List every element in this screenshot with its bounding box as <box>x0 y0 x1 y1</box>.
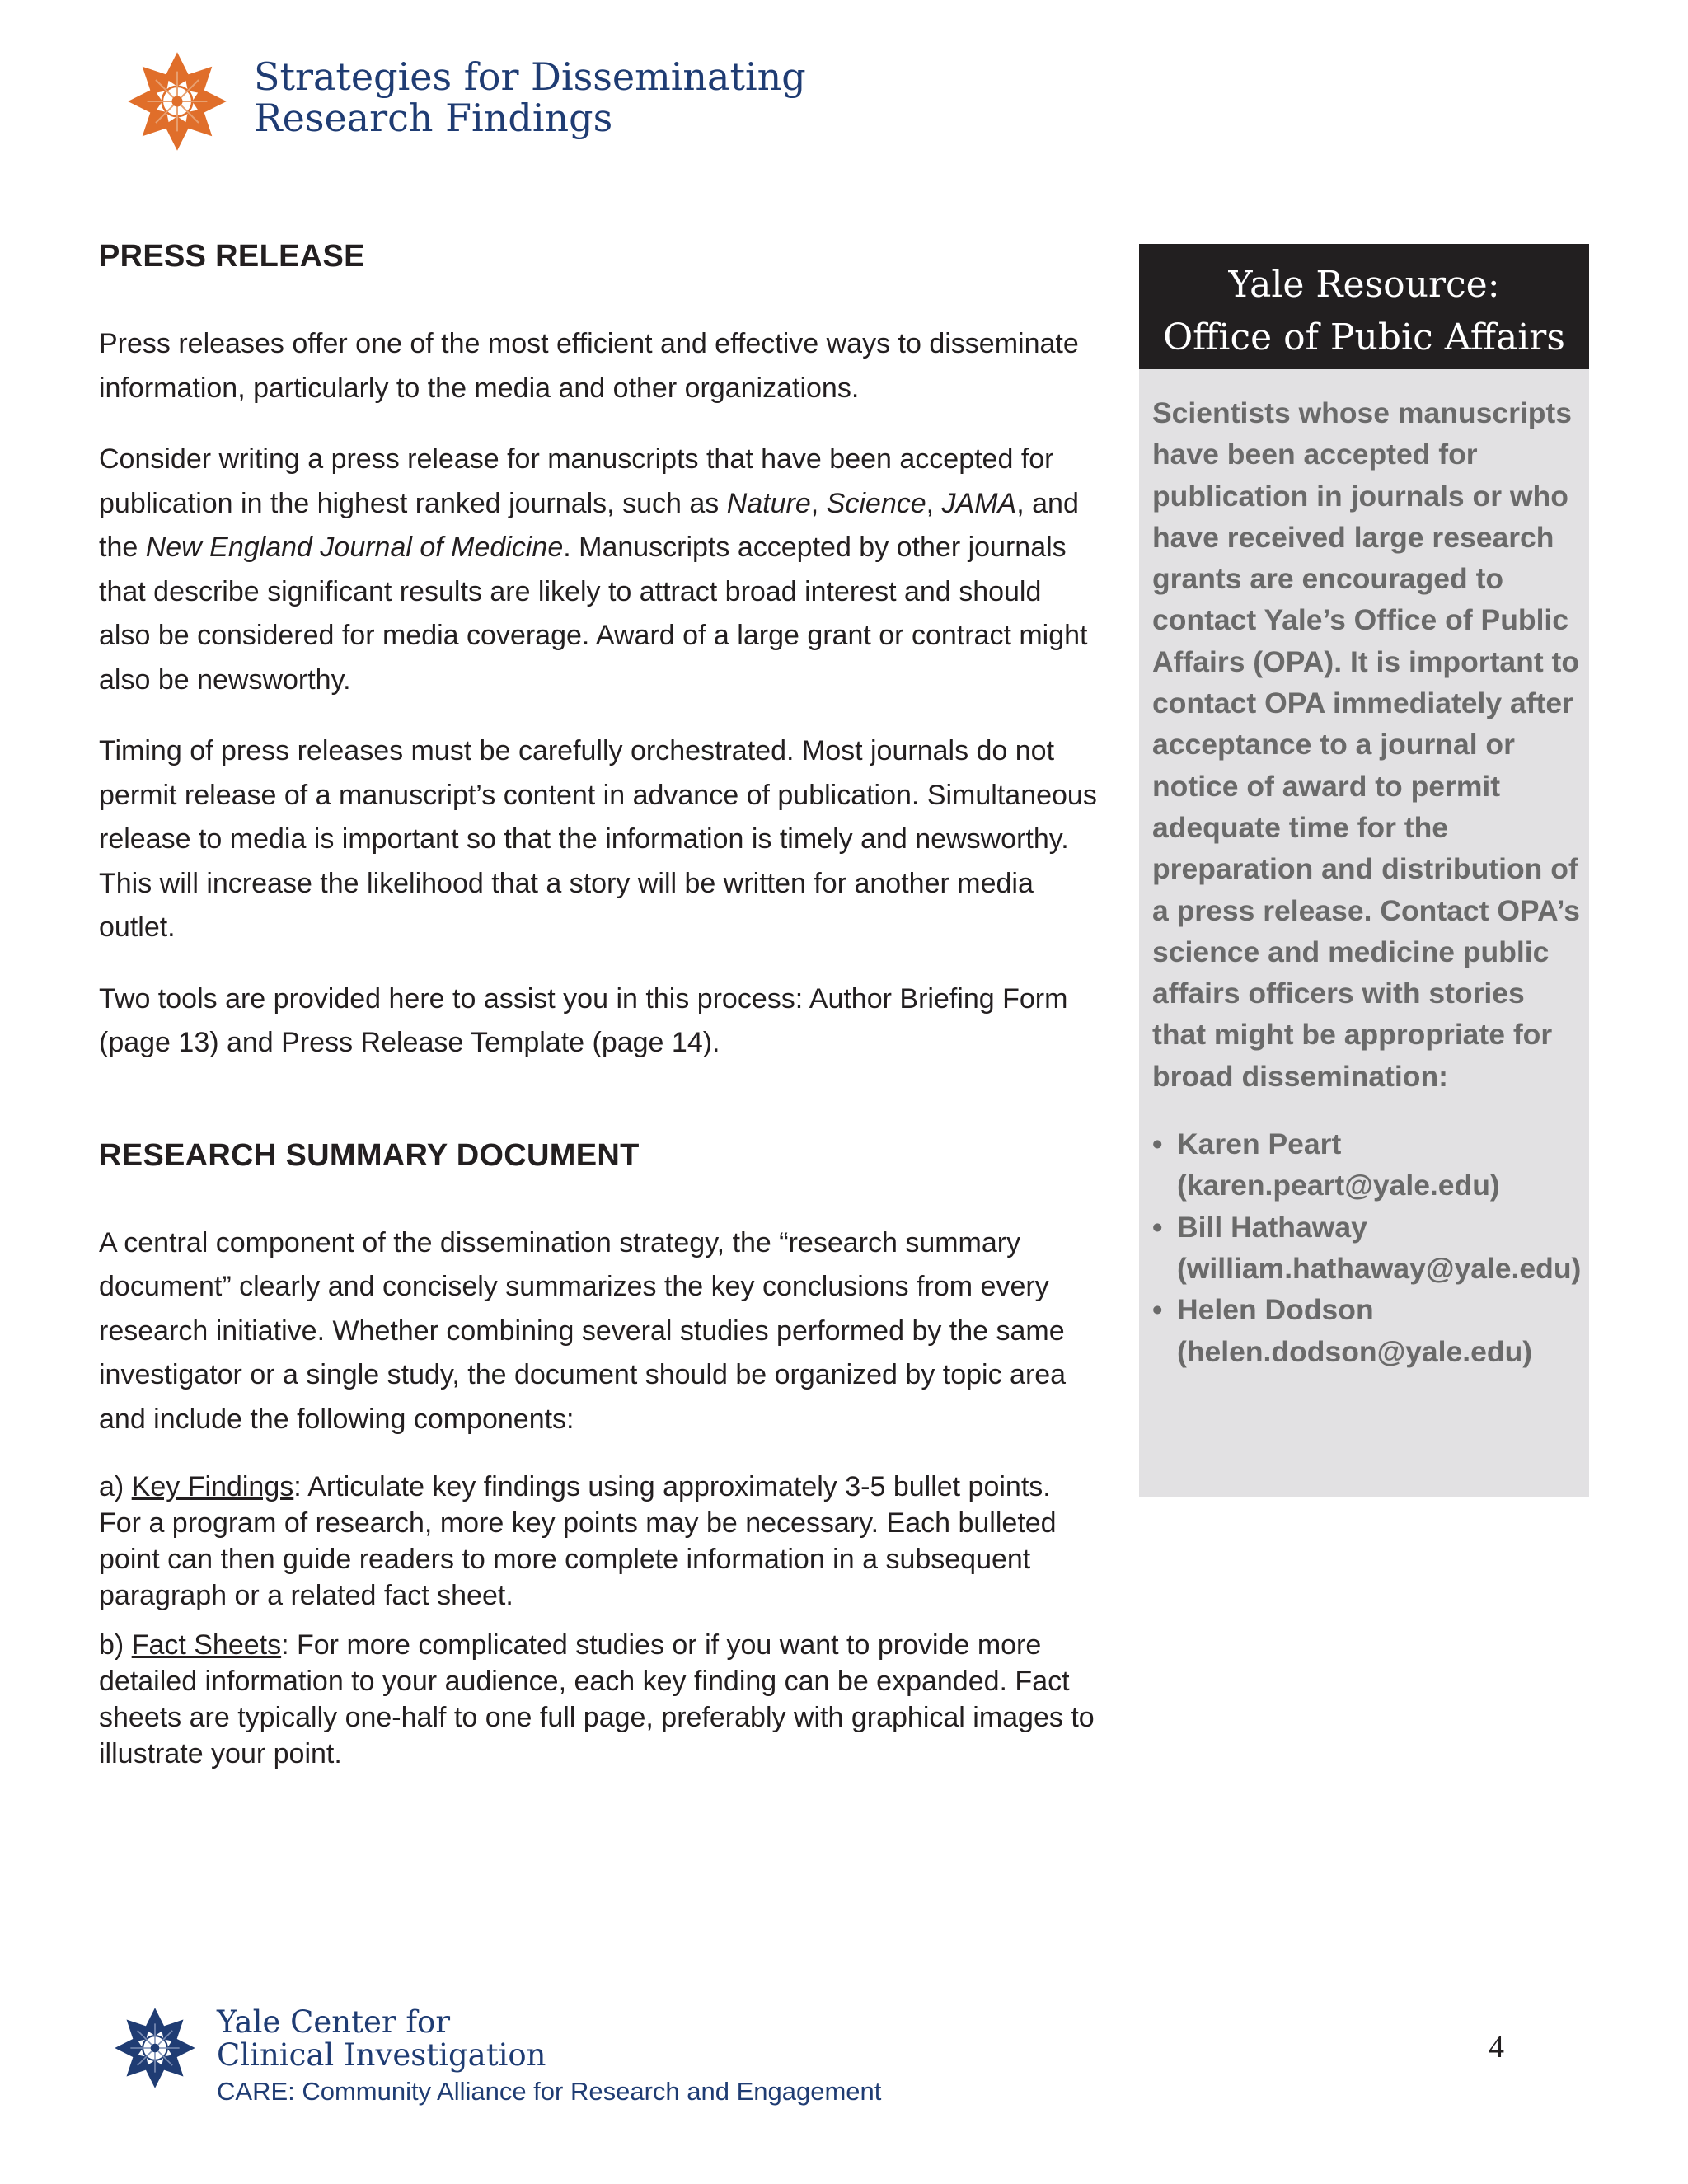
contact-email: (karen.peart@yale.edu) <box>1177 1169 1500 1202</box>
contact-name: • Karen Peart <box>1177 1127 1342 1161</box>
press-release-heading: PRESS RELEASE <box>99 239 365 274</box>
contact-name: • Helen Dodson <box>1177 1293 1374 1327</box>
text-segment: , <box>810 487 827 519</box>
text-segment: . Manuscripts accepted by other journals that describe significant results are likely to attract broad interest and should also be considered for media coverage. Award of a large grant or contract might also be newsworthy. <box>99 532 1088 696</box>
contact-email: (helen.dodson@yale.edu) <box>1177 1334 1533 1368</box>
journal-name-jama: JAMA <box>941 487 1017 519</box>
sidebar-header <box>1139 244 1589 369</box>
series-title-line-2: Research Findings <box>254 96 613 140</box>
series-title-line-1: Strategies for Disseminating <box>254 54 806 99</box>
contact-item <box>1152 1123 1581 1207</box>
text-segment: Consider writing a press release for manuscripts that have been accepted for publication in the highest ranked journals, such as <box>99 443 1054 519</box>
item-prefix: a) <box>99 1471 132 1502</box>
page-number: 4 <box>1489 2030 1504 2064</box>
text-segment: , <box>926 487 942 519</box>
key-findings-item <box>99 1469 1100 1614</box>
blue-medallion-logo-icon <box>111 2004 199 2092</box>
footer-care-line: CARE: Community Alliance for Research and Engagement <box>217 2077 882 2106</box>
footer-organization <box>217 2006 546 2072</box>
sidebar-description: Scientists whose manuscripts have been accepted for publication in journals or who have received large research grants are encouraged to contact Yale’s Office of Public Affairs (OPA). It is important to contact OPA immediately after acceptance to a journal or notice of award to permit adequate time for the preparation and distribution of a press release. Contact OPA’s science and medicine public affairs officers with stories that might be appropriate for broad dissemination: <box>1152 396 1580 1093</box>
footer-org-line-2: Clinical Investigation <box>217 2037 546 2073</box>
contact-item <box>1152 1207 1581 1290</box>
press-release-paragraph-2 <box>99 438 1100 702</box>
journal-name-nejm: New England Journal of Medicine <box>145 532 564 563</box>
item-prefix: b) <box>99 1629 132 1661</box>
contact-name: • Bill Hathaway <box>1177 1210 1367 1244</box>
text-segment: , and the <box>99 487 1079 563</box>
research-summary-paragraph-1: A central component of the dissemination strategy, the “research summary document” clearly and concisely summarizes the key conclusions from every research initiative. Whether combining several studies performed by the same investigator or a single study, the document should be organized by topic area and include the following components: <box>99 1226 1067 1435</box>
journal-name-nature: Nature <box>726 487 811 519</box>
journal-name-science: Science <box>826 487 926 519</box>
sidebar-body <box>1139 369 1589 1372</box>
key-findings-term: Key Findings <box>131 1471 294 1502</box>
document-series-title <box>254 56 806 138</box>
fact-sheets-text: : For more complicated studies or if you want to provide more detailed information to your audience, each key finding can be expanded. Fact sheets are typically one-half to one full page, preferably with graphical images to illustrate your point. <box>99 1629 1095 1769</box>
orange-medallion-logo-icon <box>124 48 231 155</box>
press-release-paragraph-4: Two tools are provided here to assist you in this process: Author Briefing Form (page 13) and Press Release Template (page 14). <box>99 982 1068 1058</box>
yale-resource-sidebar <box>1139 244 1589 1497</box>
contact-email: (william.hathaway@yale.edu) <box>1177 1251 1582 1285</box>
sidebar-title-line-1: Yale Resource: <box>1228 264 1500 306</box>
main-column <box>99 239 1100 1785</box>
sidebar-title-line-2: Office of Pubic Affairs <box>1163 316 1565 359</box>
press-release-paragraph-3: Timing of press releases must be carefully orchestrated. Most journals do not permit release of a manuscript’s content in advance of publication. Simultaneous release to media is important so that the information is timely and newsworthy. This will increase the likelihood that a story will be written for another media outlet. <box>99 735 1097 943</box>
contact-list <box>1152 1123 1581 1372</box>
press-release-paragraph-1: Press releases offer one of the most efficient and effective ways to disseminate information, particularly to the media and other organizations. <box>99 328 1079 404</box>
fact-sheets-item <box>99 1627 1100 1772</box>
footer-org-line-1: Yale Center for <box>217 2004 451 2040</box>
fact-sheets-term: Fact Sheets <box>131 1629 282 1661</box>
key-findings-text: : Articulate key findings using approximately 3-5 bullet points. For a program of research, more key points may be necessary. Each bulleted point can then guide readers to more complete information in a subsequent paragraph or a related fact sheet. <box>99 1471 1057 1611</box>
contact-item <box>1152 1289 1581 1372</box>
research-summary-heading: RESEARCH SUMMARY DOCUMENT <box>99 1137 640 1173</box>
